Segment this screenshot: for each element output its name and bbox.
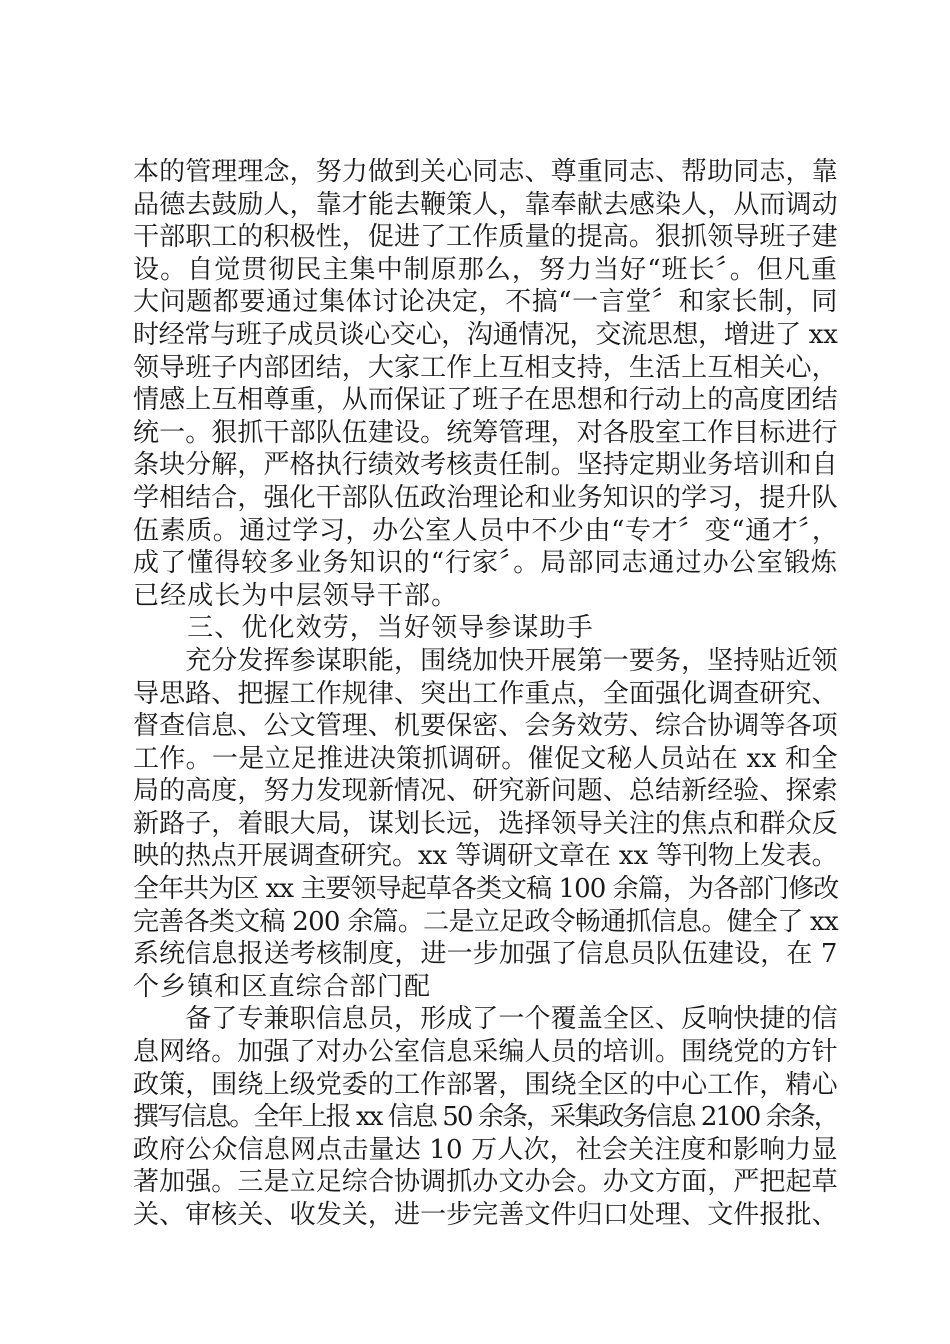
text-line: 本的管理理念，努力做到关心同志、尊重同志、帮助同志，靠 xyxy=(133,157,838,187)
text-line: 设。自觉贯彻民主集中制原那么，努力当好“班长〞。但凡重 xyxy=(133,254,838,285)
text-line: 领导班子内部团结，大家工作上互相支持，生活上互相关心， xyxy=(133,352,838,383)
text-line: 局的高度，努力发现新情况、研究新问题、总结新经验、探索 xyxy=(133,776,838,807)
text-line: 时经常与班子成员谈心交心，沟通情况，交流思想，增进了 xx xyxy=(133,319,838,350)
text-line: 三、优化效劳，当好领导参谋助手 xyxy=(133,613,594,644)
text-line: 学相结合，强化干部队伍政治理论和业务知识的学习，提升队 xyxy=(133,482,838,513)
text-line: 完善各类文稿 200 余篇。二是立足政令畅通抓信息。健全了 xx xyxy=(133,906,838,937)
text-line: 新路子，着眼大局，谋划长远，选择领导关注的焦点和群众反 xyxy=(133,808,838,839)
text-line: 政府公众信息网点击量达 10 万人次，社会关注度和影响力显 xyxy=(133,1134,838,1165)
text-line: 条块分解，严格执行绩效考核责任制。坚持定期业务培训和自 xyxy=(133,450,838,481)
document-body xyxy=(133,156,839,1232)
text-line: 已经成长为中层领导干部。 xyxy=(133,580,459,611)
text-line: 息网络。加强了对办公室信息采编人员的培训。围绕党的方针 xyxy=(133,1037,838,1068)
text-line: 关、审核关、收发关，进一步完善文件归口处理、文件报批、 xyxy=(133,1200,838,1230)
text-line: 工作。一是立足推进决策抓调研。催促文秘人员站在 xx 和全 xyxy=(133,743,838,774)
text-line: 导思路、把握工作规律、突出工作重点，全面强化调查研究、 xyxy=(133,678,838,709)
text-line: 品德去鼓励人，靠才能去鞭策人，靠奉献去感染人，从而调动 xyxy=(133,189,838,220)
text-line: 个乡镇和区直综合部门配 xyxy=(133,971,432,1002)
text-line: 伍素质。通过学习，办公室人员中不少由“专才〞变“通才〞， xyxy=(133,515,839,546)
text-line: 督查信息、公文管理、机要保密、会务效劳、综合协调等各项 xyxy=(133,711,838,742)
text-line: 系统信息报送考核制度，进一步加强了信息员队伍建设，在 7 xyxy=(133,939,838,970)
text-line: 充分发挥参谋职能，围绕加快开展第一要务，坚持贴近领 xyxy=(133,645,838,676)
text-line: 映的热点开展调查研究。xx 等调研文章在 xx 等刊物上发表。 xyxy=(133,841,838,872)
text-line: 成了懂得较多业务知识的“行家〞。局部同志通过办公室锻炼 xyxy=(133,548,838,579)
text-line: 干部职工的积极性，促进了工作质量的提高。狠抓领导班子建 xyxy=(133,222,838,253)
text-line: 情感上互相尊重，从而保证了班子在思想和行动上的高度团结 xyxy=(133,385,838,416)
text-line: 著加强。三是立足综合协调抓办文办会。办文方面，严把起草 xyxy=(133,1167,838,1198)
text-line: 统一。狠抓干部队伍建设。统筹管理，对各股室工作目标进行 xyxy=(133,417,838,448)
text-line: 备了专兼职信息员，形成了一个覆盖全区、反响快捷的信 xyxy=(133,1004,838,1035)
text-line: 全年共为区 xx 主要领导起草各类文稿 100 余篇，为各部门修改 xyxy=(133,874,839,905)
text-line: 大问题都要通过集体讨论决定，不搞“一言堂〞和家长制，同 xyxy=(133,287,838,318)
text-line: 撰写信息。全年上报 xx 信息 50 余条，采集政务信息 2100 余条， xyxy=(133,1102,838,1133)
text-line: 政策，围绕上级党委的工作部署，围绕全区的中心工作，精心 xyxy=(133,1069,838,1100)
